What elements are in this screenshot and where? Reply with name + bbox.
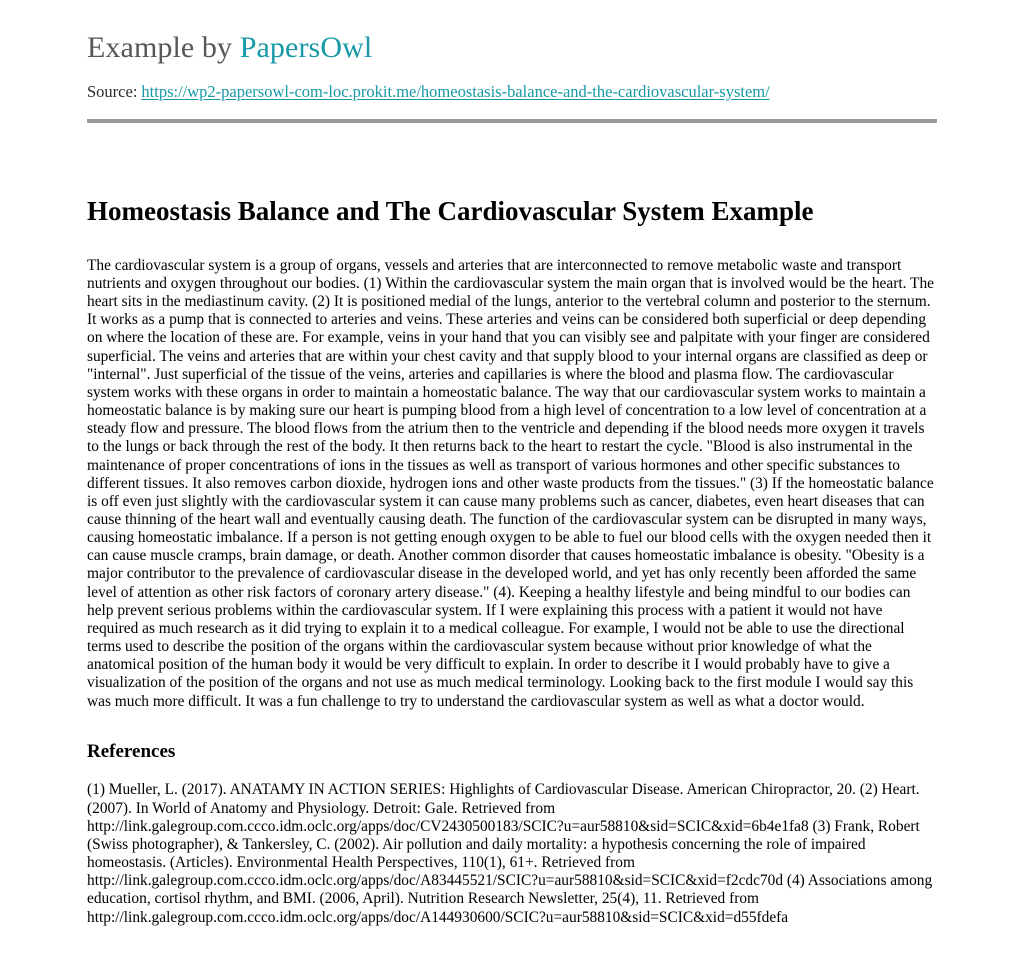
source-line xyxy=(87,81,937,102)
page-title: Homeostasis Balance and The Cardiovascular System Example xyxy=(87,196,814,227)
brand-name-papersowl: PapersOwl xyxy=(239,31,373,64)
essay-body-text: The cardiovascular system is a group of organs, vessels and arteries that are interconnected to remove metabolic waste and transport nutrients and oxygen throughout our bodies. (1) Within the cardiovascular system the main organ that is involved would be the heart. The heart sits in the mediastinum cavity. (2) It is positioned medial of the lungs, anterior to the vertebral column and posterior to the sternum. It works as a pump that is connected to arteries and veins. These arteries and veins can be considered both superficial or deep depending on where the location of these are. For example, veins in your hand that you can visibly see and palpitate with your finger are considered superficial. The veins and arteries that are within your chest cavity and that supply blood to your internal organs are classified as deep or "internal". Just superficial of the tissue of the veins, arteries and capillaries is where the blood and plasma flow. The cardiovascular system works with these organs in order to maintain a homeostatic balance. The way that our cardiovascular system works to maintain a homeostatic balance is by making sure our heart is pumping blood from a high level of concentration to a low level of concentration at a steady flow and pressure. The blood flows from the atrium then to the ventricle and depending if the blood needs more oxygen it travels to the lungs or back through the rest of the body. It then returns back to the heart to restart the cycle. "Blood is also instrumental in the maintenance of proper concentrations of ions in the tissues as well as transport of various hormones and other specific substances to different tissues. It also removes carbon dioxide, hydrogen ions and other waste products from the tissues." (3) If the homeostatic balance is off even just slightly with the cardiovascular system it can cause many problems such as cancer, diabetes, even heart diseases that can cause thinning of the heart wall and eventually causing death. The function of the cardiovascular system can be disrupted in many ways, causing homeostatic imbalance. If a person is not getting enough oxygen to be able to fuel our blood cells with the oxygen needed then it can cause muscle cramps, brain damage, or death. Another common disorder that causes homeostatic imbalance is obesity. "Obesity is a major contributor to the prevalence of cardiovascular disease in the developed world, and yet has only recently been afforded the same level of attention as other risk factors of coronary artery disease." (4). Keeping a healthy lifestyle and being mindful to our bodies can help prevent serious problems within the cardiovascular system. If I were explaining this process with a patient it would not have required as much research as it did trying to explain it to a medical colleague. For example, I would not be able to use the directional terms used to describe the position of the organs within the cardiovascular system because without prior knowledge of what the anatomical position of the human body it would be very difficult to explain. In order to describe it I would probably have to give a visualization of the position of the organs and not use as much medical terminology. Looking back to the first module I would say this was much more difficult. It was a fun challenge to try to understand the cardiovascular system as well as what a doctor would. xyxy=(87,256,934,710)
source-label: Source: xyxy=(87,81,138,101)
references-heading: References xyxy=(87,740,176,762)
brand-prefix-text: Example by xyxy=(87,31,240,64)
header-divider xyxy=(87,119,937,123)
document-content xyxy=(87,0,937,927)
brand-heading xyxy=(87,0,937,67)
references-body-text: (1) Mueller, L. (2017). ANATAMY IN ACTION SERIES: Highlights of Cardiovascular Disease. American Chiropractor, 20. (2) Heart. (2007). In World of Anatomy and Physiology. Detroit: Gale. Retrieved from http://link.galegroup.com.ccco.idm.oclc.org/apps/doc/CV2430500183/SCIC?u=aur58810&sid=SCIC&xid=6b4e1fa8 (3) Frank, Robert (Swiss photographer), & Tankersley, C. (2002). Air pollution and daily mortality: a hypothesis concerning the role of impaired homeostasis. (Articles). Environmental Health Perspectives, 110(1), 61+. Retrieved from http://link.galegroup.com.ccco.idm.oclc.org/apps/doc/A83445521/SCIC?u=aur58810&sid=SCIC&xid=f2cdc70d (4) Associations among education, cortisol rhythm, and BMI. (2006, April). Nutrition Research Newsletter, 25(4), 11. Retrieved from http://link.galegroup.com.ccco.idm.oclc.org/apps/doc/A144930600/SCIC?u=aur58810&sid=SCIC&xid=d55fdefa xyxy=(87,781,933,926)
source-url-link[interactable]: https://wp2-papersowl-com-loc.prokit.me/homeostasis-balance-and-the-cardiovascular-system/ xyxy=(141,81,770,101)
